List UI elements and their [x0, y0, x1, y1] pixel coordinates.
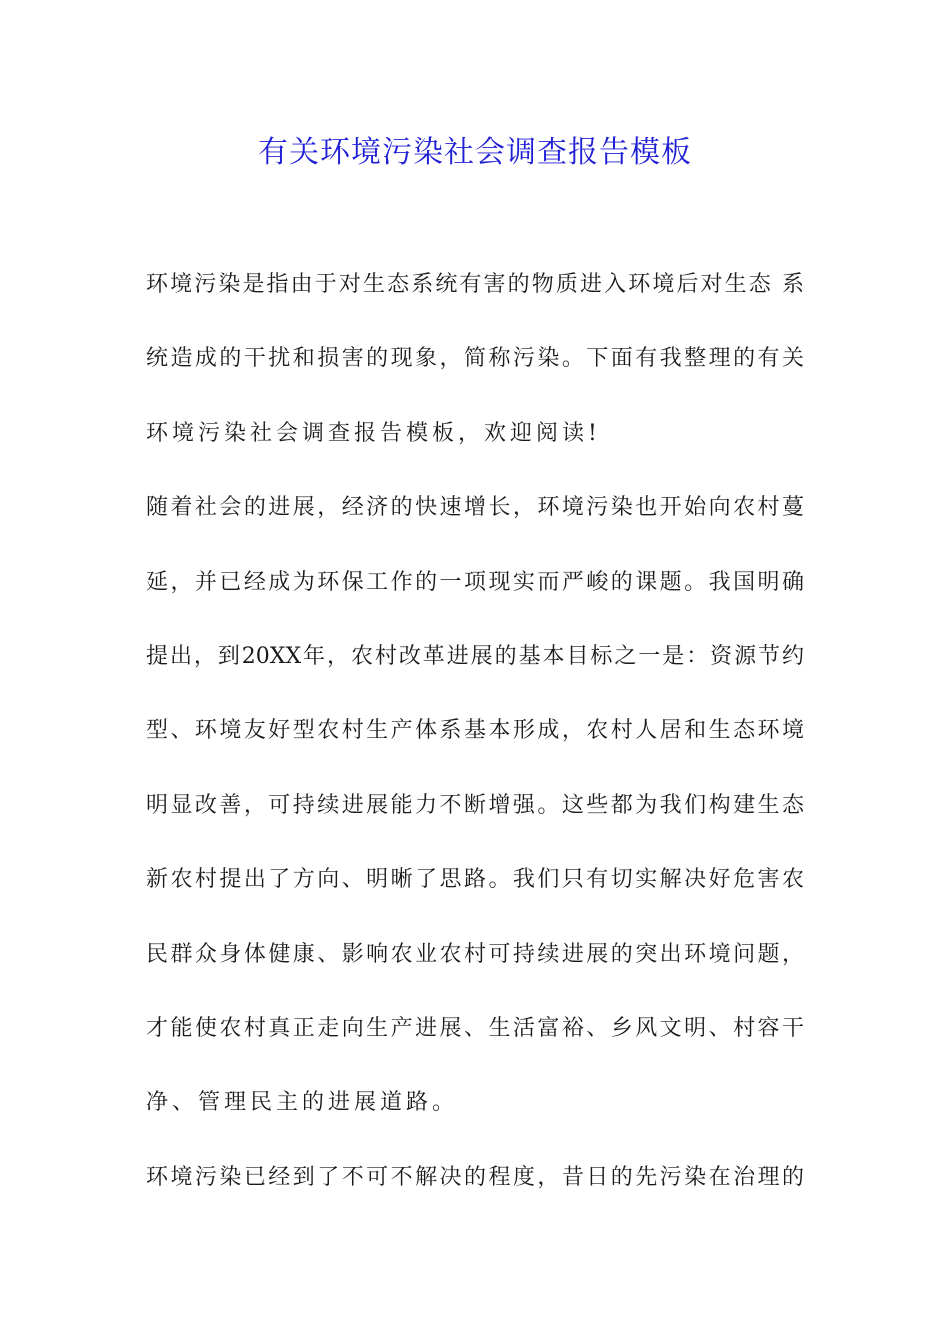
text-line: 环境污染是指由于对生态系统有害的物质进入环境后对生态 系 [146, 272, 804, 297]
text-line: 民群众身体健康、影响农业农村可持续进展的突出环境问题， [146, 941, 804, 967]
text-line: 明显改善，可持续进展能力不断增强。这些都为我们构建生态 [146, 792, 804, 818]
text-line: 环境污染社会调查报告模板，欢迎阅读! [146, 420, 601, 446]
text-line: 型、环境友好型农村生产体系基本形成，农村人居和生态环境 [146, 718, 804, 744]
text-line: 随着社会的进展，经济的快速增长，环境污染也开始向农村蔓 [146, 495, 804, 521]
document-body [146, 262, 804, 1229]
text-line: 净、管理民主的进展道路。 [146, 1090, 459, 1116]
text-line: 提出，到20XX年，农村改革进展的基本目标之一是：资源节约 [146, 643, 804, 669]
document-title: 有关环境污染社会调查报告模板 [258, 135, 692, 170]
text-line: 环境污染已经到了不可不解决的程度，昔日的先污染在治理的 [146, 1164, 804, 1190]
text-line: 统造成的干扰和损害的现象，简称污染。下面有我整理的有关 [146, 346, 804, 372]
text-line: 延，并已经成为环保工作的一项现实而严峻的课题。我国明确 [146, 569, 804, 595]
text-line: 才能使农村真正走向生产进展、生活富裕、乡风文明、村容干 [146, 1015, 804, 1041]
text-line: 新农村提出了方向、明晰了思路。我们只有切实解决好危害农 [146, 867, 804, 893]
